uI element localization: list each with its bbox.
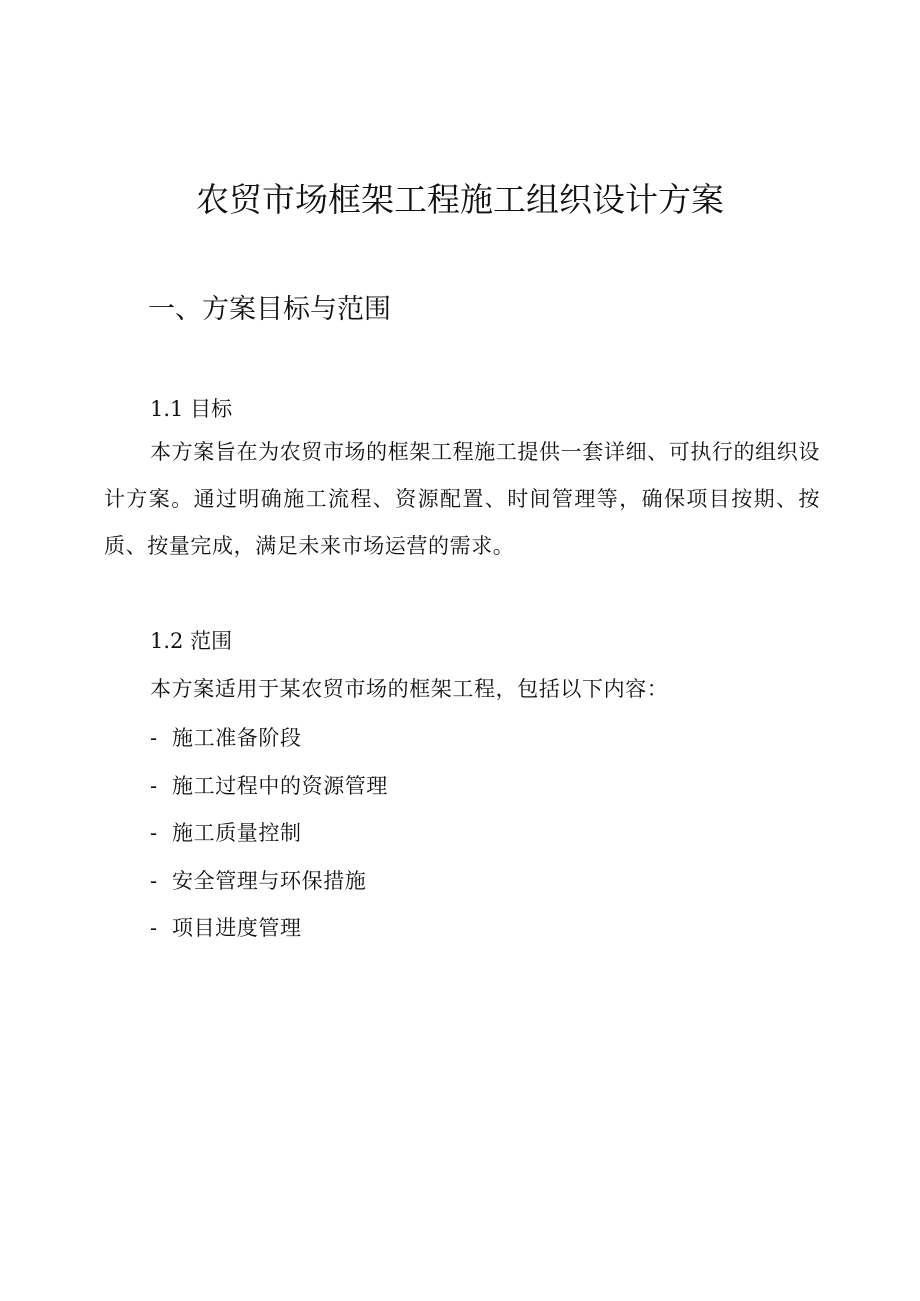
list-item xyxy=(150,818,388,866)
list-item xyxy=(150,913,388,961)
goal-paragraph: 本方案旨在为农贸市场的框架工程施工提供一套详细、可执行的组织设计方案。通过明确施工流程、资源配置、时间管理等，确保项目按期、按质、按量完成，满足未来市场运营的需求。 xyxy=(104,440,820,558)
scope-list xyxy=(150,723,388,961)
list-item xyxy=(150,866,388,914)
list-item-text: 安全管理与环保措施 xyxy=(172,868,367,893)
list-item-text: 项目进度管理 xyxy=(172,916,302,940)
list-item xyxy=(150,723,388,771)
subsection-heading-goal: 1.1 目标 xyxy=(150,397,233,421)
subsection-heading-scope: 1.2 范围 xyxy=(150,629,233,653)
scope-intro: 本方案适用于某农贸市场的框架工程，包括以下内容： xyxy=(150,677,669,701)
section-heading: 一、方案目标与范围 xyxy=(148,294,391,325)
list-item xyxy=(150,771,388,819)
list-item-text: 施工质量控制 xyxy=(172,821,302,845)
list-item-text: 施工过程中的资源管理 xyxy=(172,773,388,798)
list-dash: - xyxy=(150,868,158,893)
list-dash: - xyxy=(150,773,158,798)
list-dash: - xyxy=(150,916,158,940)
list-dash: - xyxy=(150,821,158,845)
document-title: 农贸市场框架工程施工组织设计方案 xyxy=(196,180,724,219)
list-dash: - xyxy=(150,726,158,750)
list-item-text: 施工准备阶段 xyxy=(172,726,302,750)
